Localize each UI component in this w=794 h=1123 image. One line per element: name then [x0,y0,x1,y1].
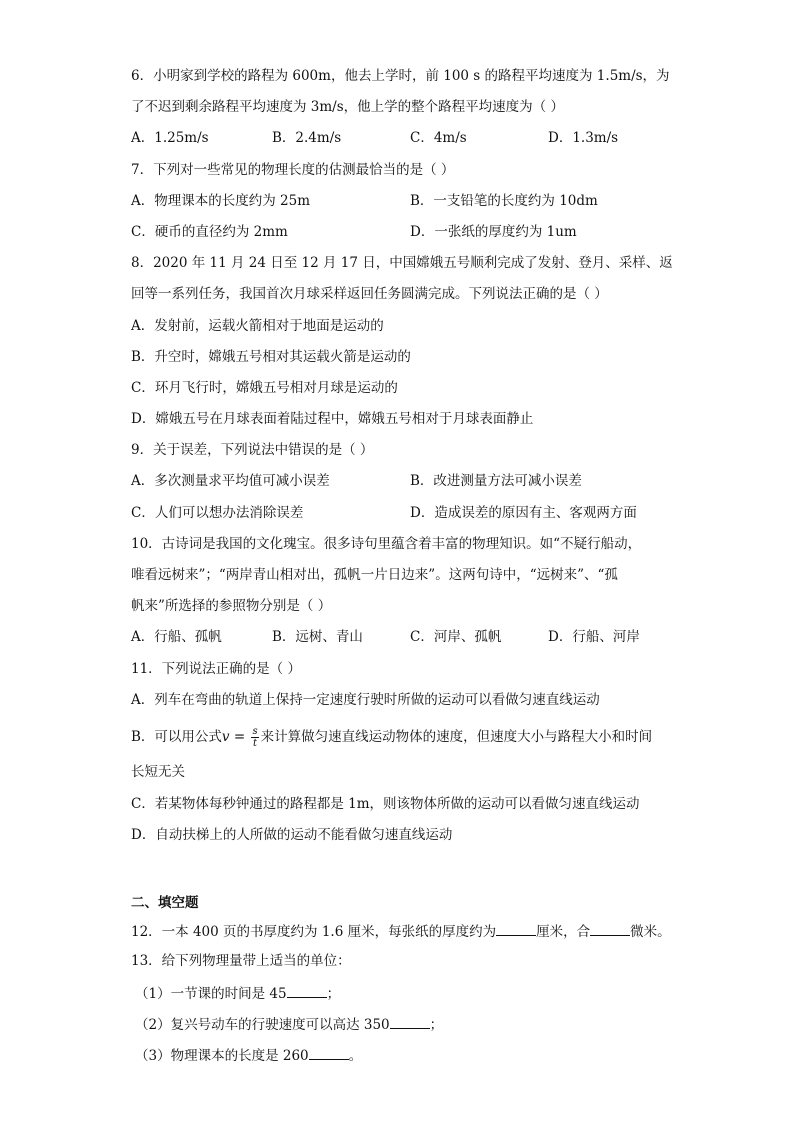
q8-option-b: B．升空时，嫦娥五号相对其运载火箭是运动的 [131,349,411,365]
q12-stem-middle: 厘米，合 [536,924,591,940]
section-title-fill-in: 二、填空题 [131,895,199,911]
q9-option-c: C．人们可以想办法消除误差 [131,505,304,521]
q6-stem-line1: 6．小明家到学校的路程为 600m，他去上学时，前 100 s 的路程平均速度为 1.5m/s，为 [131,68,670,84]
q9-option-b: B．改进测量方法可减小误差 [410,473,582,489]
q7-option-c: C．硬币的直径约为 2mm [131,224,288,240]
q13-item-1-text: （1）一节课的时间是 45 [135,986,287,1002]
q10-option-a: A．行船、孤帆 [131,629,222,645]
q13-item-2 [135,1014,443,1035]
q12-blank-1[interactable] [496,921,536,936]
q8-option-a: A．发射前，运载火箭相对于地面是运动的 [131,318,384,334]
q7-stem: 7．下列对一些常见的物理长度的估测最恰当的是（ ） [131,162,455,178]
q13-item-3-end: 。 [348,1048,363,1064]
q13-item-1 [135,983,340,1004]
q10-option-c: C．河岸、孤帆 [410,629,502,645]
q11-option-b-suffix: 来计算做匀速直线运动物体的速度，但速度大小与路程大小和时间 [260,729,653,745]
formula-equals: = [229,729,250,745]
q8-stem-line1: 8．2020 年 11 月 24 日至 12 月 17 日，中国嫦娥五号顺利完成了发射、登月、采样、返 [131,255,673,271]
q12-stem [131,921,671,942]
q7-option-d: D．一张纸的厚度约为 1um [410,224,577,240]
q9-option-d: D．造成误差的原因有主、客观两方面 [410,505,637,521]
formula-velocity-symbol: v [221,729,230,745]
q13-item-2-blank[interactable] [390,1014,430,1029]
q11-option-c: C．若某物体每秒钟通过的路程都是 1m，则该物体所做的运动可以看做匀速直线运动 [131,796,640,812]
q6-stem-line2: 了不迟到剩余路程平均速度为 3m/s，他上学的整个路程平均速度为（ ） [131,99,564,115]
q12-stem-prefix: 12．一本 400 页的书厚度约为 1.6 厘米，每张纸的厚度约为 [131,924,497,940]
q6-option-a: A．1.25m/s [131,130,209,146]
q6-option-b: B．2.4m/s [272,130,342,146]
q9-option-a: A．多次测量求平均值可减小误差 [131,473,330,489]
formula-numerator: s [252,726,258,737]
q13-stem: 13．给下列物理量带上适当的单位： [131,953,351,969]
q6-option-c: C．4m/s [410,130,467,146]
q11-option-b-continued: 长短无关 [131,764,185,780]
q13-item-3-text: （3）物理课本的长度是 260 [135,1048,309,1064]
q13-item-1-end: ； [326,986,341,1002]
q8-stem-line2: 回等一系列任务，我国首次月球采样返回任务圆满完成。下列说法正确的是（ ） [131,286,608,302]
q7-option-a: A．物理课本的长度约为 25m [131,193,311,209]
q6-option-d: D．1.3m/s [548,130,619,146]
q11-option-a: A．列车在弯曲的轨道上保持一定速度行驶时所做的运动可以看做匀速直线运动 [131,692,600,708]
q10-stem-line1: 10．古诗词是我国的文化瑰宝。很多诗句里蕴含着丰富的物理知识。如“不疑行船动， [131,536,642,552]
q10-option-b: B．远树、青山 [272,629,363,645]
q12-stem-suffix: 微米。 [630,924,671,940]
formula-denominator: t [253,738,258,749]
q13-item-2-text: （2）复兴号动车的行驶速度可以高达 350 [135,1017,390,1033]
q11-option-b-prefix: B．可以用公式 [131,729,222,745]
q8-option-c: C．环月飞行时，嫦娥五号相对月球是运动的 [131,380,398,396]
q10-stem-line3: 帆来”所选择的参照物分别是（ ） [131,598,332,614]
q9-stem: 9．关于误差，下列说法中错误的是（ ） [131,442,374,458]
q13-item-2-end: ； [429,1017,444,1033]
q13-item-3 [135,1045,362,1066]
q11-stem: 11．下列说法正确的是（ ） [131,661,301,677]
q12-blank-2[interactable] [590,921,630,936]
q11-option-d: D．自动扶梯上的人所做的运动不能看做匀速直线运动 [131,827,453,843]
q13-item-1-blank[interactable] [287,983,327,998]
formula-fraction [251,726,258,749]
q11-option-b [131,724,652,750]
q8-option-d: D．嫦娥五号在月球表面着陆过程中，嫦娥五号相对于月球表面静止 [131,411,534,427]
q10-option-d: D．行船、河岸 [548,629,640,645]
q13-item-3-blank[interactable] [309,1045,349,1060]
q7-option-b: B．一支铅笔的长度约为 10dm [410,193,598,209]
q10-stem-line2: 唯看远树来”；“两岸青山相对出，孤帆一片日边来”。这两句诗中，“远树来”、“孤 [131,567,618,583]
